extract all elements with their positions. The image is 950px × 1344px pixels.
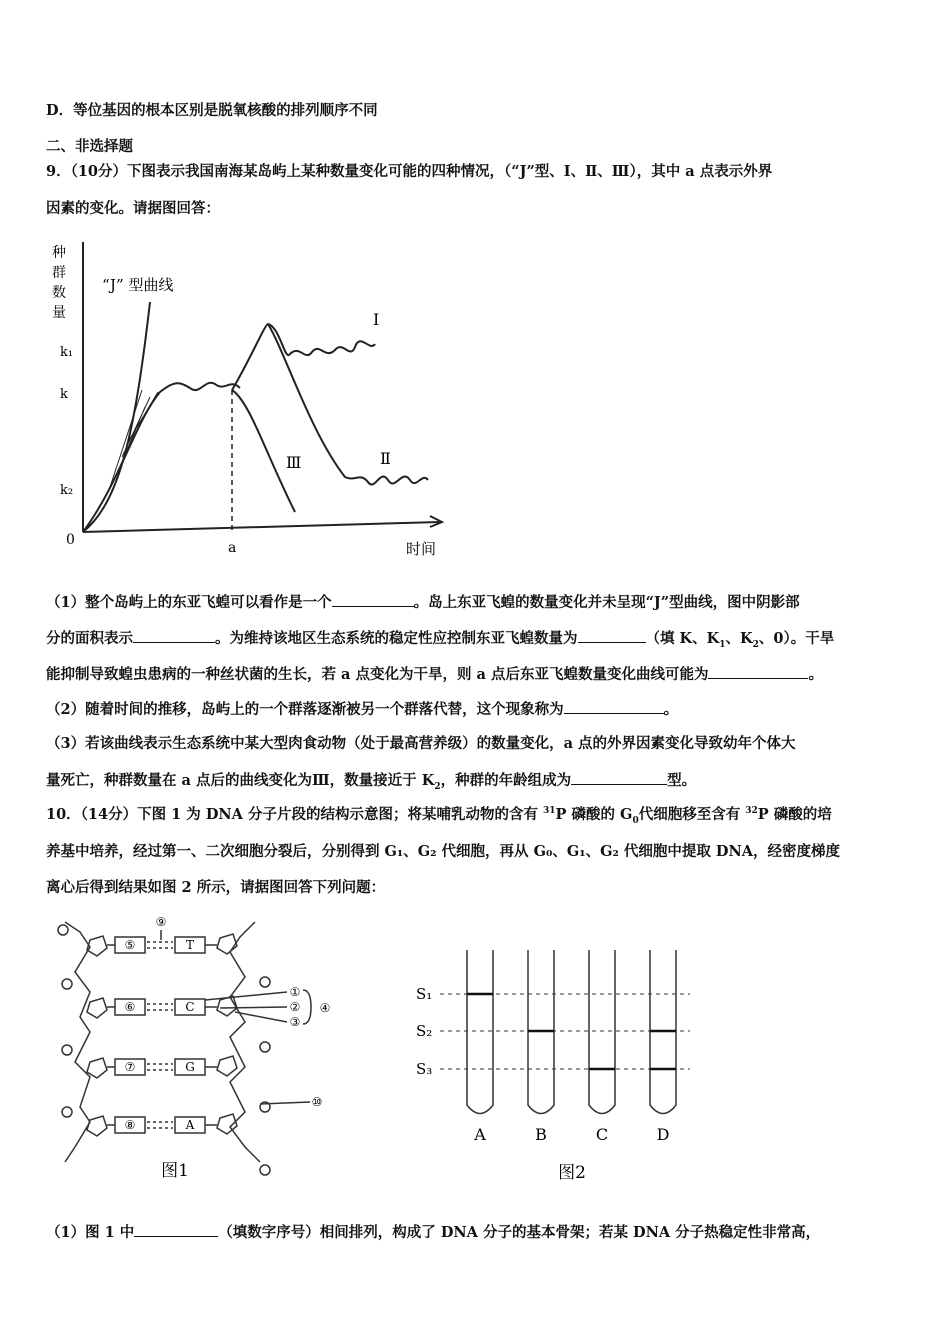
phosphate-circle xyxy=(62,979,72,989)
label-2: ② xyxy=(289,1000,301,1014)
q10-1-text-1: （1）图 1 中 xyxy=(46,1224,135,1241)
figure1-caption: 图1 xyxy=(161,1161,189,1181)
curve-I xyxy=(232,324,375,390)
q9-3-text-1: 量死亡，种群数量在 a 点后的曲线变化为Ⅲ，数量接近于 K xyxy=(46,772,435,789)
phosphate-circle xyxy=(58,925,68,935)
sup-1: 31 xyxy=(543,806,556,817)
label-I: Ⅰ xyxy=(373,310,380,329)
answer-blank-5[interactable] xyxy=(564,699,664,714)
q9-3-text-3: 型。 xyxy=(667,772,697,789)
left-backbone xyxy=(65,922,90,1162)
q10-line-2: 养基中培养，经过第一、二次细胞分裂后，分别得到 G₁、G₂ 代细胞，再从 G₀、G₁、G₂ 代细胞中提取 DNA，经密度梯度 xyxy=(46,843,840,860)
label-10: ⑩ xyxy=(311,1095,323,1109)
curve-III xyxy=(232,390,295,512)
level-S3: S₃ xyxy=(416,1060,433,1078)
ylabel-1: 种 xyxy=(52,245,66,261)
x-axis xyxy=(83,522,440,532)
answer-blank-4[interactable] xyxy=(708,664,808,679)
phosphate-circle xyxy=(260,977,270,987)
ylabel-2: 群 xyxy=(52,265,66,281)
q10-line-1 xyxy=(46,805,910,825)
right-backbone xyxy=(230,922,260,1162)
answer-blank-7[interactable] xyxy=(134,1222,218,1237)
base-label-5: ⑤ xyxy=(124,938,136,952)
base-A: A xyxy=(185,1118,195,1132)
q9-1-line-1 xyxy=(46,592,910,613)
phosphate-circle xyxy=(62,1045,72,1055)
option-d: D．等位基因的根本区别是脱氧核酸的排列顺序不同 xyxy=(46,102,378,119)
sugar-pentagon xyxy=(87,998,107,1018)
ylabel-3: 数 xyxy=(52,285,66,301)
answer-blank-6[interactable] xyxy=(571,770,667,785)
tube-label-B: B xyxy=(535,1125,547,1144)
sugar-pentagon xyxy=(87,1116,107,1136)
j-curve-label: “J” 型曲线 xyxy=(102,276,174,294)
q9-1-line-2 xyxy=(46,628,910,649)
origin-label: 0 xyxy=(66,532,75,548)
ytick-k: k xyxy=(60,387,68,402)
q9-3-line-1: （3）若该曲线表示生态系统中某大型肉食动物（处于最高营养级）的数量变化，a 点的外界因素变化导致幼年个体大 xyxy=(46,735,796,752)
base-label-8: ⑧ xyxy=(124,1118,136,1132)
answer-blank-3[interactable] xyxy=(578,628,646,643)
level-S1: S₁ xyxy=(416,985,433,1003)
base-T: T xyxy=(185,938,195,952)
sugar-pentagon xyxy=(87,1058,107,1078)
population-graph xyxy=(50,232,470,562)
q9-1-line-3 xyxy=(46,664,910,685)
sub-1: 1 xyxy=(719,639,726,650)
level-S2: S₂ xyxy=(416,1022,433,1040)
xlabel: 时间 xyxy=(406,540,437,558)
xtick-a: a xyxy=(228,540,237,556)
base-label-6: ⑥ xyxy=(124,1000,136,1014)
q9-3-text-2: ，种群的年龄组成为 xyxy=(440,772,572,789)
q9-1-text-2: 。岛上东亚飞蝗的数量变化并未呈现“J”型曲线，图中阴影部 xyxy=(413,594,800,611)
q9-1-text-1: （1）整个岛屿上的东亚飞蝗可以看作是一个 xyxy=(46,594,332,611)
q9-text-1: 9．（10分）下图表示我国南海某岛屿上某种数量变化可能的四种情况，（“J”型、Ⅰ、Ⅱ、Ⅲ），其中 a 点表示外界 xyxy=(46,163,773,180)
q9-1-text-8: 能抑制导致蝗虫患病的一种丝状菌的生长，若 a 点变化为干旱，则 a 点后东亚飞蝗数量变化曲线可能为 xyxy=(46,666,709,683)
q10-text-2: P 磷酸的 G xyxy=(555,806,633,823)
q9-1-text-7: 、0）。干旱 xyxy=(758,630,835,647)
q10-1-text-2: （填数字序号）相间排列，构成了 DNA 分子的基本骨架；若某 DNA 分子热稳定性非常高， xyxy=(218,1224,821,1241)
q10-1-line xyxy=(46,1222,910,1243)
label-3: ③ xyxy=(289,1015,301,1029)
phosphate-circle xyxy=(260,1042,270,1052)
base-C: C xyxy=(185,1000,195,1014)
q9-2-text-1: （2）随着时间的推移，岛屿上的一个群落逐渐被另一个群落代替，这个现象称为 xyxy=(46,701,564,718)
ylabel-4: 量 xyxy=(52,305,66,321)
q10-text-1: 10．（14分）下图 1 为 DNA 分子片段的结构示意图；将某哺乳动物的含有 xyxy=(46,806,544,823)
q9-1-text-9: 。 xyxy=(808,666,823,683)
q9-line-1 xyxy=(46,162,910,182)
q9-2-text-2: 。 xyxy=(663,701,679,718)
q9-1-text-4: 。为维持该地区生态系统的稳定性应控制东亚飞蝗数量为 xyxy=(215,630,578,647)
base-G: G xyxy=(185,1060,195,1074)
sup-2: 32 xyxy=(745,806,758,817)
tube-A xyxy=(467,950,493,1114)
q10-line-3: 离心后得到结果如图 2 所示，请据图回答下列问题： xyxy=(46,879,386,896)
s-curve xyxy=(83,383,240,532)
centrifuge-figure xyxy=(410,940,700,1190)
q9-1-text-3: 分的面积表示 xyxy=(46,630,133,647)
tube-label-C: C xyxy=(595,1125,609,1144)
phosphate-circle xyxy=(62,1107,72,1117)
ytick-k1: k₁ xyxy=(60,345,74,360)
sugar-pentagon xyxy=(217,934,237,954)
q9-line-2: 因素的变化。请据图回答： xyxy=(46,200,220,217)
figure2-caption: 图2 xyxy=(558,1163,586,1183)
q9-1-text-6: 、K xyxy=(725,630,753,647)
sub-4: 0 xyxy=(632,815,639,826)
q9-3-line-2 xyxy=(46,770,910,791)
label-III: Ⅲ xyxy=(286,453,302,472)
tube-C xyxy=(589,950,615,1114)
tube-label-A: A xyxy=(474,1125,486,1144)
phosphate-circle xyxy=(260,1165,270,1175)
label-4: ④ xyxy=(319,1001,331,1015)
answer-blank-2[interactable] xyxy=(133,628,215,643)
ytick-k2: k₂ xyxy=(60,483,74,498)
sugar-pentagon xyxy=(217,1056,237,1076)
dna-structure-figure xyxy=(55,912,355,1187)
sub-3: 2 xyxy=(434,781,441,792)
q9-2-line xyxy=(46,699,910,720)
q9-1-text-5: （填 K、K xyxy=(645,630,720,647)
label-9: ⑨ xyxy=(155,915,167,929)
base-label-7: ⑦ xyxy=(124,1060,136,1074)
label-1: ① xyxy=(289,985,301,999)
label-II: Ⅱ xyxy=(380,449,391,468)
j-curve xyxy=(83,302,150,532)
q10-text-4: P 磷酸的培 xyxy=(757,806,832,823)
q10-text-3: 代细胞移至含有 xyxy=(638,806,746,823)
section-title: 二、非选择题 xyxy=(46,138,133,155)
answer-blank-1[interactable] xyxy=(332,592,414,607)
tube-label-D: D xyxy=(656,1125,670,1144)
sub-2: 2 xyxy=(752,639,759,650)
